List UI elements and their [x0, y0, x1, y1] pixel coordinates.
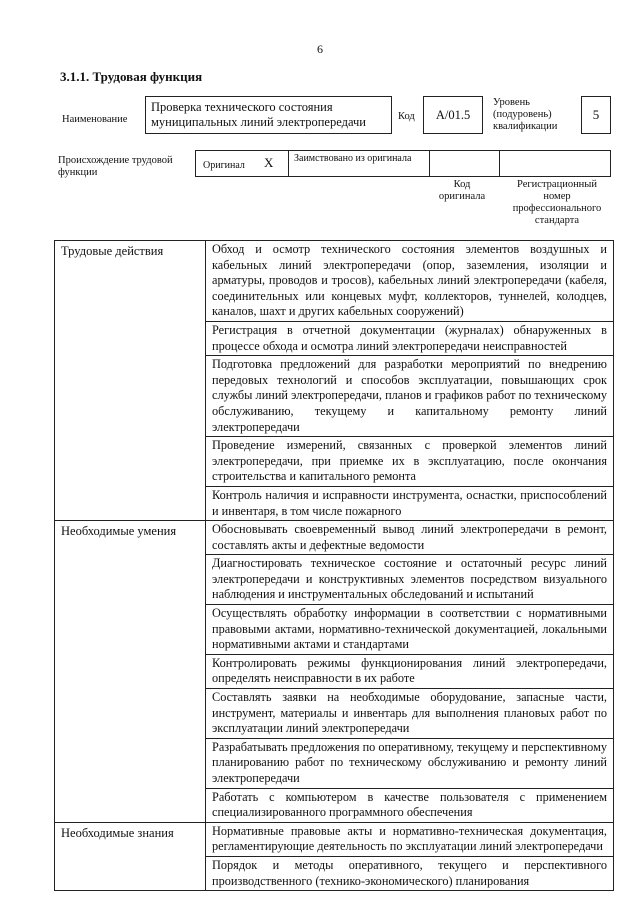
- section-item: Нормативные правовые акты и нормативно-техническая документация, регламентирующие деятельность по эксплуатации линий электропередачи: [206, 822, 614, 856]
- section-heading: Трудовые действия: [55, 241, 206, 521]
- borrowed-label: Заимствовано из оригинала: [294, 153, 412, 164]
- details-body: [55, 241, 614, 891]
- section-item: Контроль наличия и исправности инструмента, оснастки, приспособлений и инвентаря, в том числе пожарного: [206, 486, 614, 520]
- reg-number-caption: Регистрационный номер профессионального стандарта: [512, 179, 602, 226]
- origin-label: Происхождение трудовой функции: [58, 155, 173, 178]
- function-code-box: A/01.5: [423, 96, 483, 134]
- section-item: Разрабатывать предложения по оперативному, текущему и перспективному планированию работ по техническому обслуживанию и ремонту линий электропередачи: [206, 738, 614, 788]
- section-item: Осуществлять обработку информации в соответствии с нормативными правовыми актами, нормативно-технической документацией, локальными нормативными актами и стандартами: [206, 605, 614, 655]
- original-mark: X: [264, 155, 274, 170]
- code-label: Код: [398, 111, 415, 122]
- original-code-cell: [430, 151, 500, 176]
- section-item: Работать с компьютером в качестве пользователя с применением специализированного программного обеспечения: [206, 788, 614, 822]
- original-code-caption: Код оригинала: [438, 179, 486, 202]
- section-item: Регистрация в отчетной документации (журналах) обнаруженных в процессе обхода и осмотра линий электропередачи неисправностей: [206, 321, 614, 355]
- section-item: Проведение измерений, связанных с проверкой элементов линий электропередачи, при приемке их в эксплуатацию, после окончания строительства и капитального ремонта: [206, 437, 614, 487]
- function-details-table: [54, 240, 614, 891]
- reg-number-cell: [500, 151, 610, 176]
- original-label: Оригинал: [203, 160, 245, 171]
- section-item: Контролировать режимы функционирования линий электропередачи, определять неисправности в их работе: [206, 654, 614, 688]
- section-heading: Необходимые умения: [55, 521, 206, 823]
- table-row: [55, 521, 614, 555]
- page-number: 6: [317, 42, 323, 56]
- function-name-box: Проверка технического состояния муниципальных линий электропередачи: [145, 96, 392, 134]
- section-item: Составлять заявки на необходимые оборудование, запасные части, инструмент, материалы и инвентарь для выполнения плановых работ по эксплуатации линий электропередачи: [206, 689, 614, 739]
- qualification-level-box: 5: [581, 96, 611, 134]
- section-heading: Необходимые знания: [55, 822, 206, 890]
- name-label: Наименование: [62, 114, 128, 125]
- borrowed-cell: [289, 151, 430, 176]
- section-item: Подготовка предложений для разработки мероприятий по внедрению передовых технологий и способов эксплуатации, повышающих срок службы линий электропередачи, планов и графиков работ по техническому обслуживанию, текущему и капитальному ремонту линий электропередачи: [206, 356, 614, 437]
- section-title: 3.1.1. Трудовая функция: [60, 69, 203, 84]
- section-item: Обосновывать своевременный вывод линий электропередачи в ремонт, составлять акты и дефектные ведомости: [206, 521, 614, 555]
- original-cell: [196, 151, 289, 176]
- origin-row: [195, 150, 611, 177]
- section-item: Диагностировать техническое состояние и остаточный ресурс линий электропередачи и конструктивных элементов посредством визуального наблюдения и инструментальных обследований и испытаний: [206, 555, 614, 605]
- table-row: [55, 241, 614, 322]
- section-item: Порядок и методы оперативного, текущего и перспективного производственного (технико-экономического) планирования: [206, 856, 614, 890]
- qualification-level-label: Уровень (подуровень) квалификации: [493, 97, 558, 132]
- section-item: Обход и осмотр технического состояния элементов воздушных и кабельных линий электропередачи (опор, заземления, изоляции и арматуры, проводов и тросов), кабельных линий электропередачи (кабеля, соединительных или концевых муфт, коллекторов, туннелей, колодцев, каналов, шахт и других кабельных сооружений): [206, 241, 614, 322]
- table-row: [55, 822, 614, 856]
